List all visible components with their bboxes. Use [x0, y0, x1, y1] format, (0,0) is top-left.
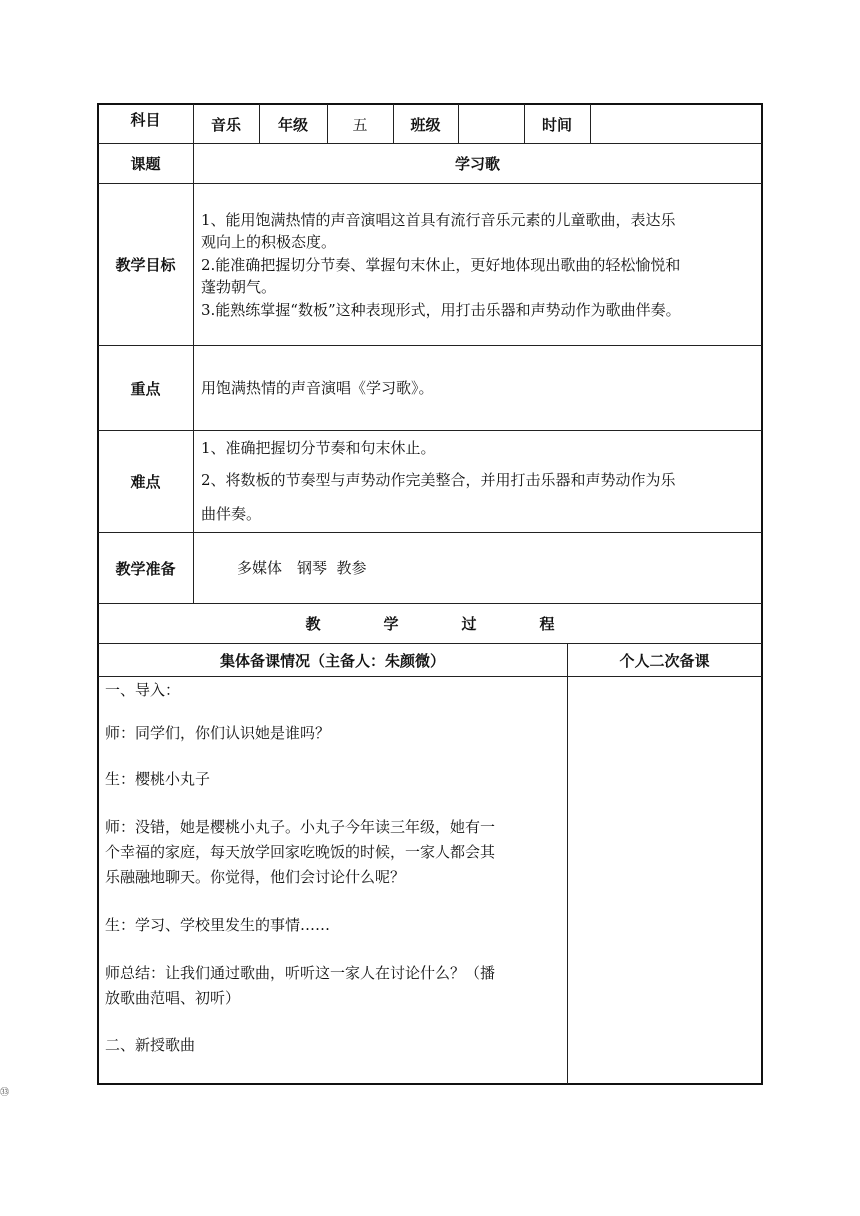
- preparation-label: 教学准备: [115, 559, 176, 578]
- topic-value: 学习歌: [454, 155, 500, 173]
- process-line: 个幸福的家庭，每天放学回家吃晚饭的时候，一家人都会其: [105, 843, 496, 861]
- lesson-plan-table: [97, 103, 763, 1085]
- topic-label: 课题: [130, 155, 161, 173]
- class-label: 班级: [410, 116, 441, 134]
- objective-line: 1、能用饱满热情的声音演唱这首具有流行音乐元素的儿童歌曲，表达乐: [201, 211, 676, 229]
- objective-line: 3.能熟练掌握“数板”这种表现形式，用打击乐器和声势动作为歌曲伴奏。: [201, 301, 681, 319]
- objectives-label: 教学目标: [115, 256, 176, 274]
- key-point-label: 重点: [130, 379, 161, 398]
- personal-prep-header: 个人二次备课: [619, 651, 710, 670]
- collective-prep-header: 集体备课情况（主备人：朱颜微）: [219, 651, 445, 670]
- column-divider: [567, 643, 568, 1084]
- process-title-char: 学: [383, 615, 399, 633]
- row-divider: [98, 345, 762, 346]
- row-divider: [98, 603, 762, 604]
- process-line: 二、新授歌曲: [105, 1036, 196, 1054]
- subject-label: 科目: [130, 110, 161, 129]
- process-line: 乐融融地聊天。你觉得，他们会讨论什么呢？: [105, 868, 406, 886]
- process-line: 师：没错，她是樱桃小丸子。小丸子今年读三年级，她有一: [105, 818, 496, 836]
- preparation-value: 多媒体 钢琴 教参: [237, 559, 367, 577]
- row-divider: [98, 183, 762, 184]
- difficulty-line: 2、将数板的节奏型与声势动作完美整合，并用打击乐器和声势动作为乐: [201, 471, 676, 489]
- grade-label: 年级: [277, 116, 308, 134]
- class-value: [458, 106, 524, 143]
- process-line: 师总结：让我们通过歌曲，听听这一家人在讨论什么？（播: [105, 964, 496, 982]
- key-point-value: 用饱满热情的声音演唱《学习歌》。: [201, 379, 434, 397]
- difficulty-line: 曲伴奏。: [201, 505, 262, 523]
- process-line: 生：樱桃小丸子: [105, 770, 211, 788]
- process-line: 一、导入：: [105, 681, 181, 699]
- objective-line: 2.能准确把握切分节奏、掌握句末休止，更好地体现出歌曲的轻松愉悦和: [201, 256, 681, 274]
- grade-value: 五: [352, 116, 368, 134]
- row-divider: [98, 430, 762, 431]
- row-divider: [98, 676, 762, 677]
- process-line: 放歌曲范唱、初听）: [105, 989, 241, 1007]
- process-line: 生：学习、学校里发生的事情……: [105, 916, 331, 934]
- process-title-char: 程: [539, 615, 555, 633]
- row-divider: [98, 532, 762, 533]
- process-line: 师：同学们，你们认识她是谁吗？: [105, 724, 331, 742]
- time-value: [590, 106, 762, 143]
- process-title-char: 教: [305, 615, 321, 633]
- page-mark: ㉝: [0, 1088, 10, 1098]
- process-title-char: 过: [461, 615, 477, 633]
- difficulty-line: 1、准确把握切分节奏和句末休止。: [201, 439, 436, 457]
- objective-line: 蓬勃朝气。: [201, 278, 277, 296]
- difficulty-label: 难点: [130, 473, 161, 491]
- subject-value: 音乐: [210, 116, 241, 134]
- objective-line: 观向上的积极态度。: [201, 233, 337, 251]
- time-label: 时间: [541, 116, 572, 134]
